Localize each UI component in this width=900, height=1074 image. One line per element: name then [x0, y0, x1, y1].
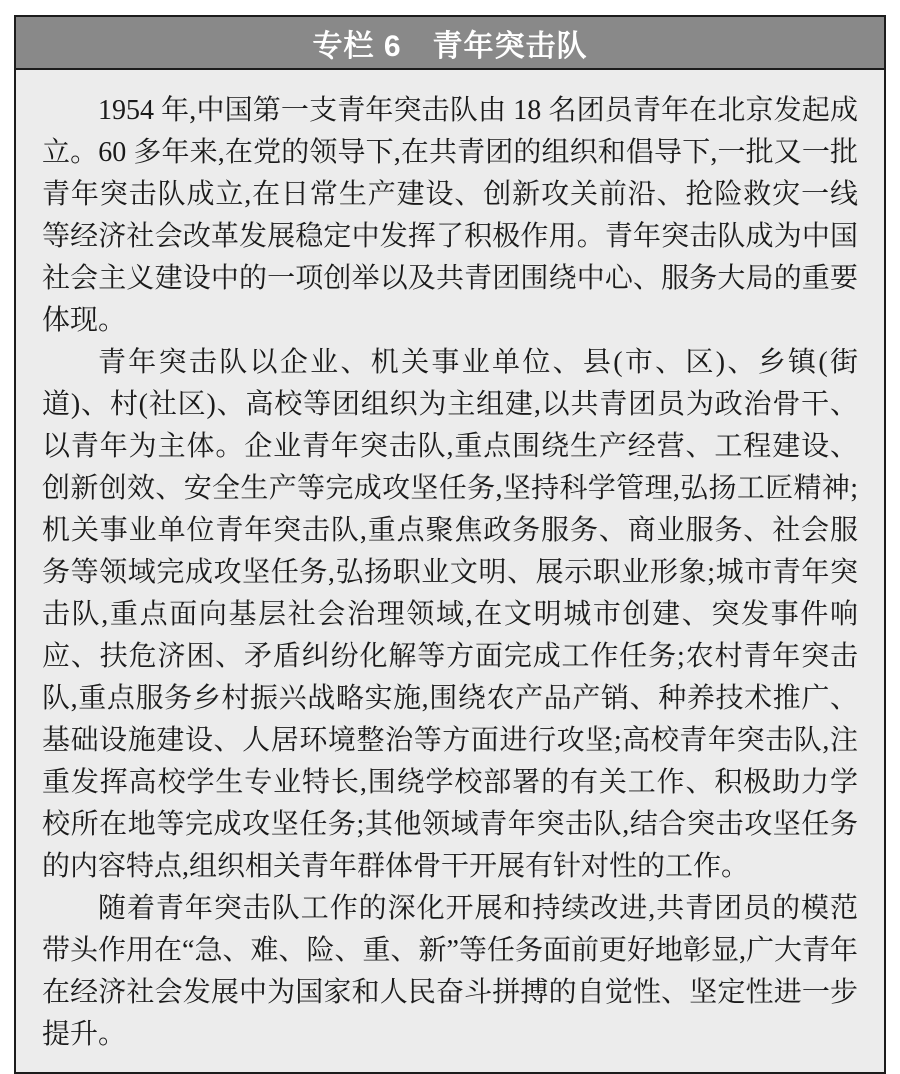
panel-title: 专栏 6 青年突击队 — [312, 29, 588, 63]
paragraph-history: 1954 年,中国第一支青年突击队由 18 名团员青年在北京发起成立。60 多年来,在党的领导下,在共青团的组织和倡导下,一批又一批青年突击队成立,在日常生产建设、创新攻关前沿、抢险救灾一线等经济社会改革发展稳定中发挥了积极作用。青年突击队成为中国社会主义建设中的一项创举以及共青团围绕中心、服务大局的重要体现。 — [42, 95, 858, 336]
panel-header — [16, 17, 884, 70]
panel-body — [16, 70, 884, 1072]
paragraph-organization: 青年突击队以企业、机关事业单位、县(市、区)、乡镇(街道)、村(社区)、高校等团组织为主组建,以共青团员为政治骨干、以青年为主体。企业青年突击队,重点围绕生产经营、工程建设、创新创效、安全生产等完成攻坚任务,坚持科学管理,弘扬工匠精神;机关事业单位青年突击队,重点聚焦政务服务、商业服务、社会服务等领域完成攻坚任务,弘扬职业文明、展示职业形象;城市青年突击队,重点面向基层社会治理领域,在文明城市创建、突发事件响应、扶危济困、矛盾纠纷化解等方面完成工作任务;农村青年突击队,重点服务乡村振兴战略实施,围绕农产品产销、种养技术推广、基础设施建设、人居环境整治等方面进行攻坚;高校青年突击队,注重发挥高校学生专业特长,围绕学校部署的有关工作、积极助力学校所在地等完成攻坚任务;其他领域青年突击队,结合突击攻坚任务的内容特点,组织相关青年群体骨干开展有针对性的工作。 — [42, 347, 858, 882]
paragraph-outlook: 随着青年突击队工作的深化开展和持续改进,共青团员的模范带头作用在“急、难、险、重、新”等任务面前更好地彰显,广大青年在经济社会发展中为国家和人民奋斗拼搏的自觉性、坚定性进一步提升。 — [42, 893, 858, 1050]
column-panel — [14, 15, 886, 1074]
document-page — [0, 15, 900, 1050]
